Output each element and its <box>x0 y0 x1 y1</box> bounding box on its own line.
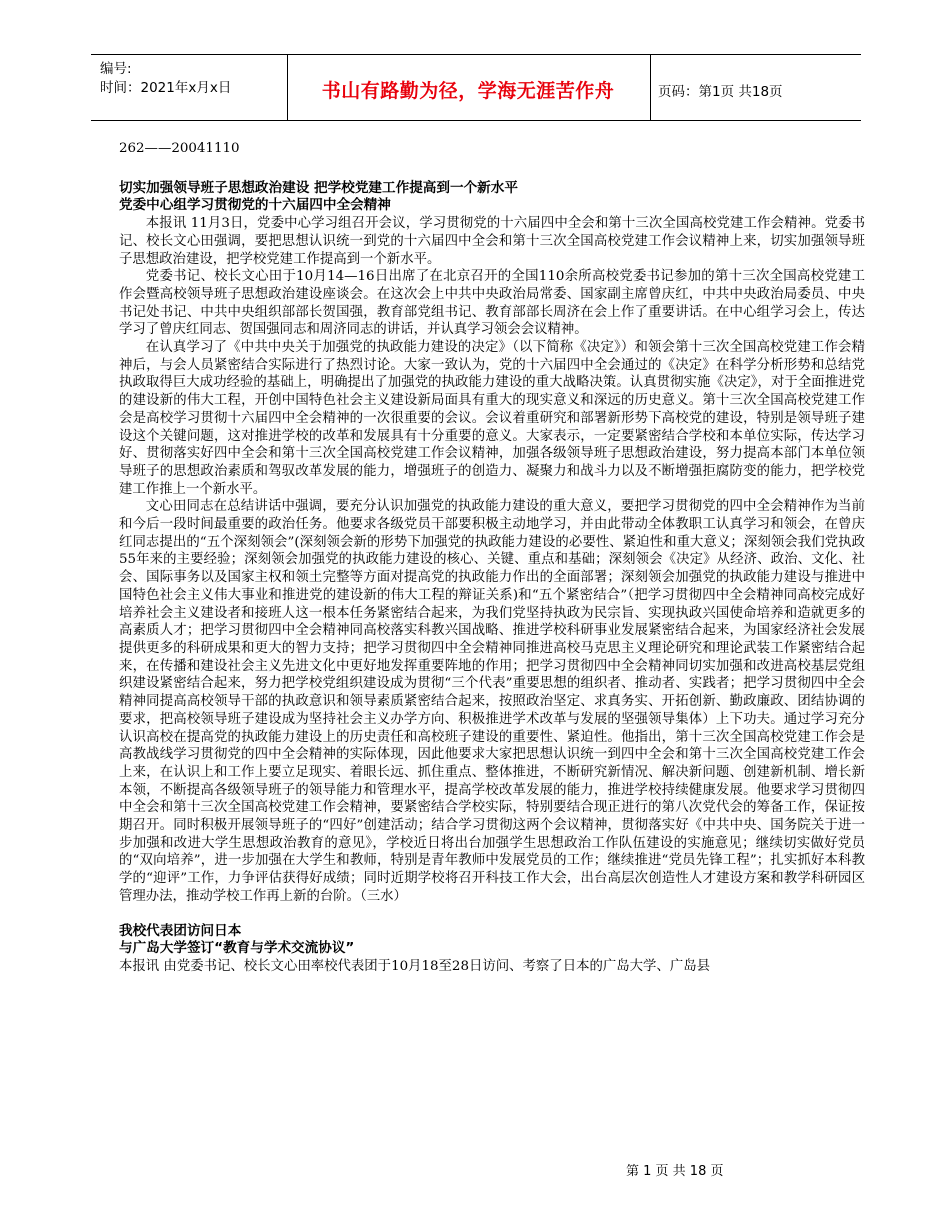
document-body <box>119 140 865 976</box>
header-meta <box>100 60 231 98</box>
article-1-paragraph: 文心田同志在总结讲话中强调，要充分认识加强党的执政能力建设的重大意义，要把学习贯彻党的四中全会精神作为当前和今后一段时间最重要的政治任务。他要求各级党员干部要积极主动地学习，并由此带动全体教职工认真学习和领会，在曾庆红同志提出的“五个深刻领会”(深刻领会新的形势下加强党的执政能力建设的必要性、紧迫性和重大意义；深刻领会我们党执政55年来的主要经验；深刻领会加强党的执政能力建设的核心、关键、重点和基础；深刻领会《决定》从经济、政治、文化、社会、国际事务以及国家主权和领土完整等方面对提高党的执政能力作出的全面部署；深刻领会加强党的执政能力建设与推进中国特色社会主义伟大事业和推进党的建设新的伟大工程的辩证关系)和“五个紧密结合”（把学习贯彻四中全会精神同高校完成好培养社会主义建设者和接班人这一根本任务紧密结合起来，为我们党坚持执政为民宗旨、实现执政兴国使命培养和造就更多的高素质人才；把学习贯彻四中全会精神同高校落实科教兴国战略、推进学校科研事业发展紧密结合起来，为国家经济社会发展提供更多的科研成果和更大的智力支持；把学习贯彻四中全会精神同推进高校马克思主义理论研究和理论武装工作紧密结合起来，在传播和建设社会主义先进文化中更好地发挥重要阵地的作用；把学习贯彻四中全会精神同切实加强和改进高校基层党组织建设紧密结合起来，努力把学校党组织建设成为贯彻“三个代表”重要思想的组织者、推动者、实践者；把学习贯彻四中全会精神同提高高校领导干部的执政意识和领导素质紧密结合起来，按照政治坚定、求真务实、开拓创新、勤政廉政、团结协调的要求，把高校领导班子建设成为坚持社会主义办学方向、积极推进学术改革与发展的坚强领导集体）上下功夫。通过学习充分认识高校在提高党的执政能力建设上的历史责任和高校班子建设的重要性、紧迫性。他指出，第十三次全国高校党建工作会是高教战线学习贯彻党的四中全会精神的实际体现，因此他要求大家把思想认识统一到四中全会和第十三次全国高校党建工作会上来，在认识上和工作上要立足现实、着眼长远、抓住重点、整体推进，不断研究新情况、解决新问题、创建新机制、增长新本领，不断提高各级领导班子的领导能力和管理水平，提高学校改革发展的能力，推进学校持续健康发展。他要求学习贯彻四中全会和第十三次全国高校党建工作会精神，要紧密结合学校实际，特别要结合现正进行的第八次党代会的筹备工作，保证按期召开。同时积极开展领导班子的“四好”创建活动；结合学习贯彻这两个会议精神，贯彻落实好《中共中央、国务院关于进一步加强和改进大学生思想政治教育的意见》，学校近日将出台加强学生思想政治工作队伍建设的实施意见；继续切实做好党员的“双向培养”，进一步加强在大学生和教师，特别是青年教师中发展党员的工作；继续推进“党员先锋工程”；扎实抓好本科教学的“迎评”工作，力争评估获得好成绩；同时近期学校将召开科技工作大会，出台高层次创造性人才建设方案和教学科研园区管理办法，推动学校工作再上新的台阶。（三水） <box>119 499 865 904</box>
number-label: 编号: <box>100 61 132 77</box>
header-motto: 书山有路勤为径，学海无涯苦作舟 <box>321 80 615 102</box>
article-2 <box>119 923 865 976</box>
header-page-info: 页码：第1页 共18页 <box>658 84 783 100</box>
article-1-paragraph: 本报讯 11月3日，党委中心学习组召开会议，学习贯彻党的十六届四中全会和第十三次全国高校党建工作会精神。党委书记、校长文心田强调，要把思想认识统一到党的十六届四中全会和第十三次全国高校党建工作会议精神上来，切实加强领导班子思想政治建设，把学校党建工作提高到一个新水平。 <box>119 216 865 267</box>
article-1-paragraph: 党委书记、校长文心田于10月14—16日出席了在北京召开的全国110余所高校党委书记参加的第十三次全国高校党建工作会暨高校领导班子思想政治建设座谈会。在这次会上中共中央政治局常委、国家副主席曾庆红，中共中央政治局委员、中央书记处书记、中共中央组织部部长贺国强，教育部党组书记、教育部部长周济在会上作了重要讲话。在中心组学习会上，传达学习了曾庆红同志、贺国强同志和周济同志的讲话，并认真学习领会会议精神。 <box>119 269 865 338</box>
time-label: 时间：2021年x月x日 <box>100 80 232 96</box>
article-2-paragraph: 本报讯 由党委书记、校长文心田率校代表团于10月18至28日访问、考察了日本的广岛大学、广岛县 <box>119 958 710 974</box>
page-footer: 第 1 页 共 18 页 <box>626 1164 724 1179</box>
article-2-subtitle: 与广岛大学签订“教育与学术交流协议” <box>119 940 355 957</box>
header-bottom-rule <box>91 120 861 121</box>
document-code: 262——20041110 <box>119 141 240 156</box>
article-1-paragraph: 在认真学习了《中共中央关于加强党的执政能力建设的决定》（以下简称《决定》）和领会第十三次全国高校党建工作会精神后，与会人员紧密结合实际进行了热烈讨论。大家一致认为，党的十六届四中全会通过的《决定》在科学分析形势和总结党执政取得巨大成功经验的基础上，明确提出了加强党的执政能力建设的重大战略决策。认真贯彻实施《决定》，对于全面推进党的建设新的伟大工程，开创中国特色社会主义建设新局面具有重大的现实意义和深远的历史意义。第十三次全国高校党建工作会是高校学习贯彻十六届四中全会精神的一次很重要的会议。会议着重研究和部署新形势下高校党的建设，特别是领导班子建设这个关键问题，这对推进学校的改革和发展具有十分重要的意义。大家表示，一定要紧密结合学校和本单位实际，传达学习好、贯彻落实好四中全会和第十三次全国高校党建工作会议精神，加强各级领导班子思想政治建设，努力提高本部门本单位领导班子的思想政治素质和驾驭改革发展的能力，增强班子的创造力、凝聚力和战斗力以及不断增强拒腐防变的能力，把学校党建工作推上一个新水平。 <box>119 340 865 497</box>
article-1-title: 切实加强领导班子思想政治建设 把学校党建工作提高到一个新水平 <box>119 179 518 196</box>
article-1-subtitle: 党委中心组学习贯彻党的十六届四中全会精神 <box>119 197 391 214</box>
article-1 <box>119 180 865 906</box>
article-2-title: 我校代表团访问日本 <box>119 922 242 939</box>
page-header <box>91 54 861 121</box>
